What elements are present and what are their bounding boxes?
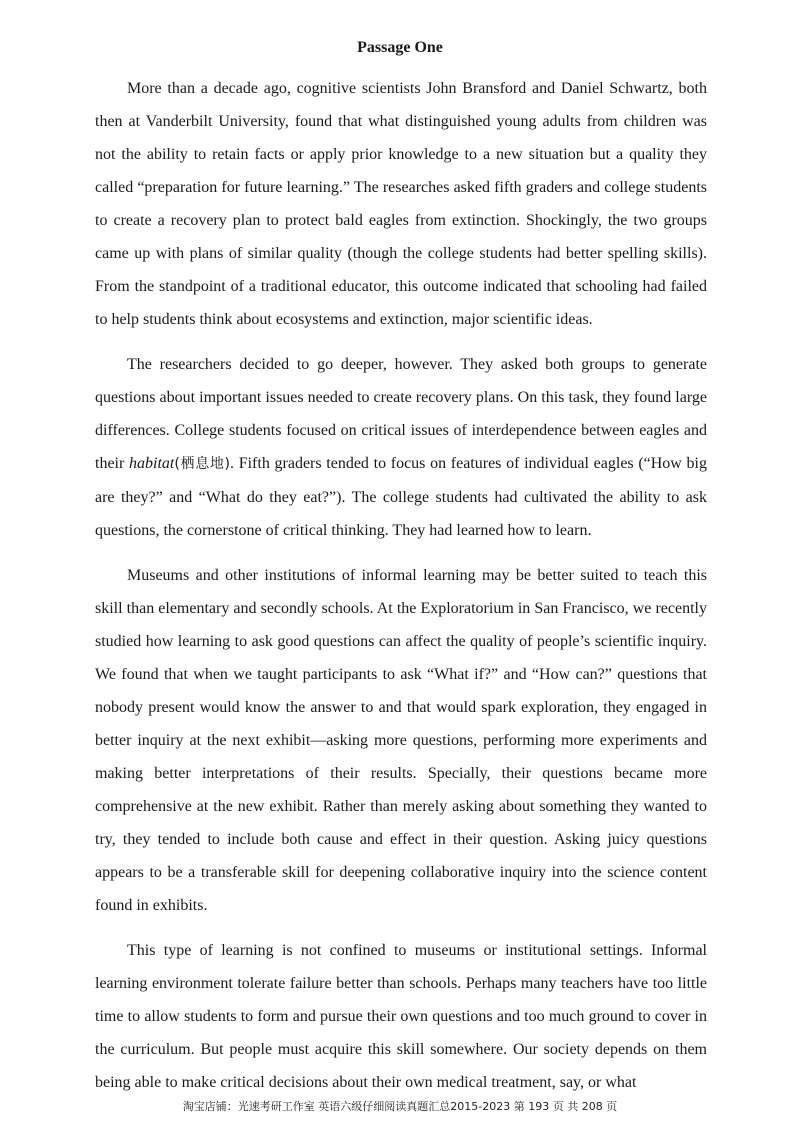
chinese-gloss: (栖息地) xyxy=(174,456,231,472)
passage-title: Passage One xyxy=(357,39,443,56)
glossed-term-habitat: habitat xyxy=(129,455,175,472)
passage-body xyxy=(95,72,707,1111)
page-footer: 淘宝店铺：光速考研工作室 英语六级仔细阅读真题汇总2015-2023 第 193 页 共 208 页 xyxy=(182,1100,618,1113)
paragraph-3: Museums and other institutions of informal learning may be better suited to teach this skill than elementary and secondly schools. At the Exploratorium in San Francisco, we recently studied how learning to ask good questions can affect the quality of people’s scientific inquiry. We found that when we taught participants to ask “What if?” and “How can?” questions that nobody present would know the answer to and that would spark exploration, they engaged in better inquiry at the next exhibit—asking more questions, performing more experiments and making better interpretations of their results. Specially, their questions became more comprehensive at the new exhibit. Rather than merely asking about something they wanted to try, they tended to include both cause and effect in their question. Asking juicy questions appears to be a transferable skill for deepening collaborative inquiry into the science content found in exhibits. xyxy=(95,567,707,914)
paragraph-2 xyxy=(95,348,707,547)
paragraph-2-text-b: . Fifth graders tended to focus on features of individual eagles (“How big are they?” and “What do they eat?”). The college students had cultivated the ability to ask questions, the cornerstone of critical thinking. They had learned how to learn. xyxy=(95,455,707,539)
paragraph-2-text-a: The researchers decided to go deeper, however. They asked both groups to generate questions about important issues needed to create recovery plans. On this task, they found large differences. College students focused on critical issues of interdependence between eagles and their xyxy=(95,356,707,472)
paragraph-4: This type of learning is not confined to museums or institutional settings. Informal learning environment tolerate failure better than schools. Perhaps many teachers have too little time to allow students to form and pursue their own questions and too much ground to cover in the curriculum. But people must acquire this skill somewhere. Our society depends on them being able to make critical decisions about their own medical treatment, say, or what xyxy=(95,942,707,1091)
paragraph-1: More than a decade ago, cognitive scientists John Bransford and Daniel Schwartz, both then at Vanderbilt University, found that what distinguished young adults from children was not the ability to retain facts or apply prior knowledge to a new situation but a quality they called “preparation for future learning.” The researches asked fifth graders and college students to create a recovery plan to protect bald eagles from extinction. Shockingly, the two groups came up with plans of similar quality (though the college students had better spelling skills). From the standpoint of a traditional educator, this outcome indicated that schooling had failed to help students think about ecosystems and extinction, major scientific ideas. xyxy=(95,80,707,328)
